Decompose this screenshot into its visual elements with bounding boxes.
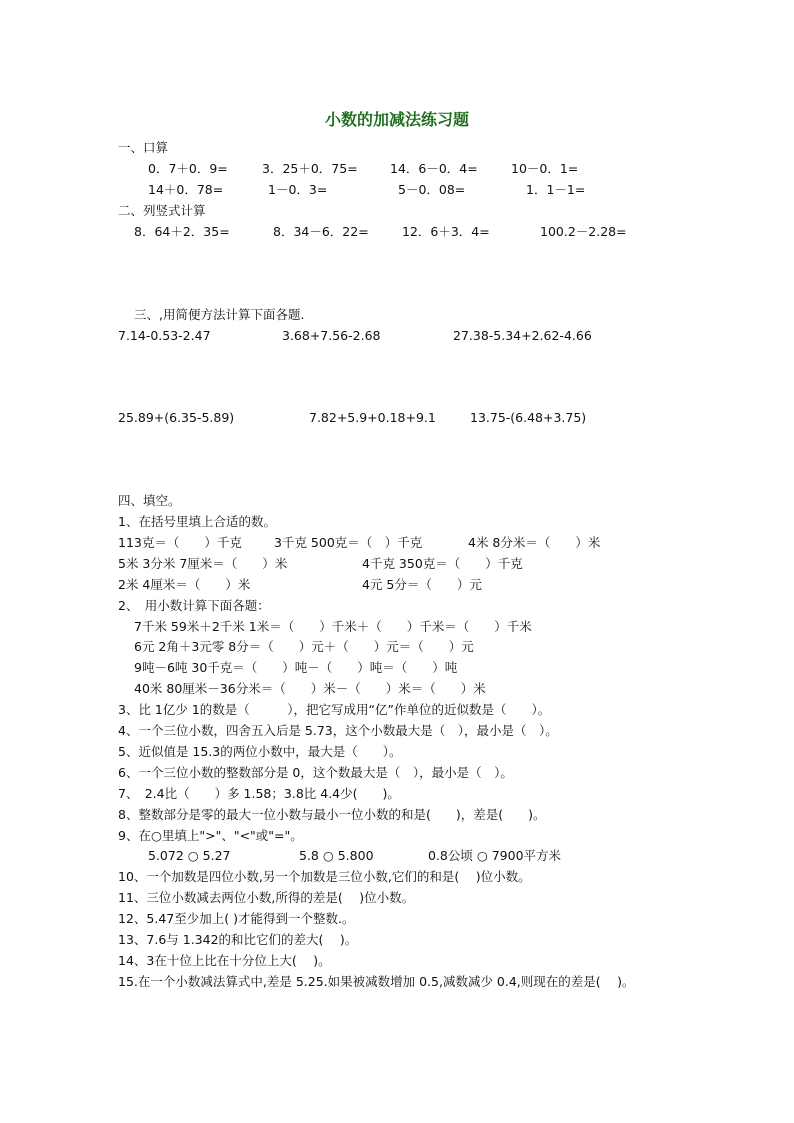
question-1: 1、在括号里填上合适的数。	[118, 514, 276, 529]
simplify-calc-item: 13.75-(6.48+3.75)	[470, 410, 587, 425]
oral-calc-item: 5－0．08=	[398, 182, 466, 197]
fill-blank-item: 4千克 350克＝（ ）千克	[362, 556, 523, 571]
oral-calc-item: 1－0．3=	[268, 182, 328, 197]
question-4: 4、一个三位小数，四舍五入后是 5.73，这个小数最大是（ ），最小是（ ）。	[118, 723, 558, 738]
question-2: 2、 用小数计算下面各题：	[118, 598, 270, 613]
unit-calc-item: 7千米 59米＋2千米 1米＝（ ）千米＋（ ）千米＝（ ）千米	[134, 619, 532, 634]
page-title: 小数的加减法练习题	[324, 110, 469, 129]
unit-calc-item: 40米 80厘米－36分米＝（ ）米－（ ）米＝（ ）米	[134, 681, 486, 696]
section-2-heading: 二、列竖式计算	[118, 203, 206, 218]
question-5: 5、近似值是 15.3的两位小数中，最大是（ ）。	[118, 744, 402, 759]
question-11: 11、三位小数减去两位小数,所得的差是( )位小数。	[118, 890, 415, 905]
vertical-calc-item: 12．6＋3．4=	[402, 224, 490, 239]
section-4-heading: 四、填空。	[118, 493, 181, 508]
oral-calc-item: 0．7＋0．9=	[148, 161, 228, 176]
question-8: 8、整数部分是零的最大一位小数与最小一位小数的和是( )，差是( )。	[118, 807, 546, 822]
oral-calc-item: 14．6－0．4=	[390, 161, 478, 176]
compare-item: 5.072 ○ 5.27	[148, 848, 231, 863]
vertical-calc-item: 100.2－2.28=	[540, 224, 627, 239]
fill-blank-item: 4元 5分＝（ ）元	[362, 577, 482, 592]
section-1-heading: 一、口算	[118, 140, 169, 155]
fill-blank-item: 2米 4厘米＝（ ）米	[118, 577, 251, 592]
oral-calc-item: 1．1－1=	[526, 182, 586, 197]
simplify-calc-item: 27.38-5.34+2.62-4.66	[453, 328, 592, 343]
fill-blank-item: 113克＝（ ）千克	[118, 535, 242, 550]
section-3-heading: 三、,用简便方法计算下面各题.	[134, 307, 305, 322]
simplify-calc-item: 3.68+7.56-2.68	[282, 328, 381, 343]
oral-calc-item: 10－0．1=	[511, 161, 579, 176]
fill-blank-item: 5米 3分米 7厘米＝（ ）米	[118, 556, 288, 571]
compare-item: 5.8 ○ 5.800	[299, 848, 374, 863]
vertical-calc-item: 8．34－6．22=	[273, 224, 369, 239]
question-13: 13、7.6与 1.342的和比它们的差大( )。	[118, 932, 358, 947]
simplify-calc-item: 7.82+5.9+0.18+9.1	[309, 410, 436, 425]
question-12: 12、5.47至少加上( )才能得到一个整数.。	[118, 911, 355, 926]
question-6: 6、一个三位小数的整数部分是 0，这个数最大是（ ），最小是（ ）。	[118, 765, 513, 780]
question-10: 10、一个加数是四位小数,另一个加数是三位小数,它们的和是( )位小数。	[118, 869, 531, 884]
question-9: 9、在○里填上">"、"<"或"="。	[118, 828, 303, 843]
oral-calc-item: 3．25＋0．75=	[262, 161, 358, 176]
fill-blank-item: 3千克 500克＝（ ）千克	[274, 535, 423, 550]
simplify-calc-item: 7.14-0.53-2.47	[118, 328, 211, 343]
oral-calc-item: 14＋0．78=	[148, 182, 224, 197]
fill-blank-item: 4米 8分米＝（ ）米	[468, 535, 601, 550]
question-7: 7、 2.4比（ ）多 1.58；3.8比 4.4少( )。	[118, 786, 400, 801]
compare-item: 0.8公顷 ○ 7900平方米	[428, 848, 562, 863]
unit-calc-item: 6元 2角＋3元零 8分＝（ ）元＋（ ）元＝（ ）元	[134, 639, 474, 654]
vertical-calc-item: 8．64＋2．35=	[134, 224, 230, 239]
unit-calc-item: 9吨－6吨 30千克＝（ ）吨－（ ）吨＝（ ）吨	[134, 660, 458, 675]
question-15: 15.在一个小数减法算式中,差是 5.25.如果被减数增加 0.5,减数减少 0.4,则现在的差是( )。	[118, 974, 635, 989]
simplify-calc-item: 25.89+(6.35-5.89)	[118, 410, 235, 425]
question-3: 3、比 1亿少 1的数是（ ），把它写成用“亿”作单位的近似数是（ ）。	[118, 702, 551, 717]
question-14: 14、3在十位上比在十分位上大( )。	[118, 953, 331, 968]
